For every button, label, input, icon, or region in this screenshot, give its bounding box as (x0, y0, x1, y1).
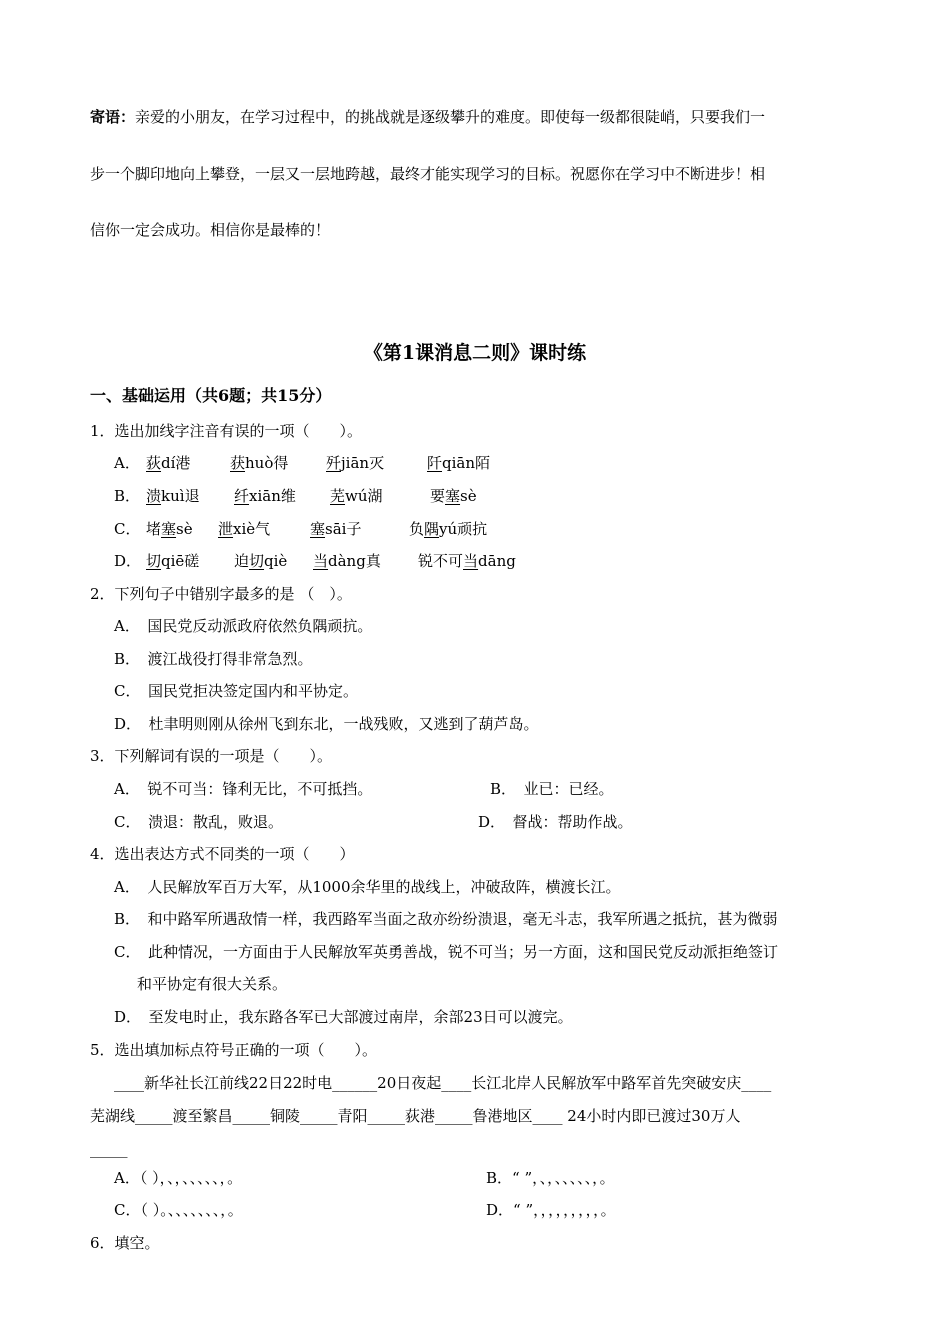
section-header: 一、基础运用（共6题；共15分） (90, 386, 332, 405)
q1-option-c-item-2: 泄xiè气 (218, 520, 271, 538)
q2-stem: 2．下列句子中错别字最多的是 （ ）。 (90, 585, 352, 603)
q1-option-d-label: D． (114, 552, 142, 570)
q1-option-d-item-1: 切qiē磋 (146, 552, 200, 570)
q3-option-d: D． 督战：帮助作战。 (478, 813, 633, 831)
q1-option-d-item-3: 当dàng真 (313, 552, 381, 570)
q1-option-c-label: C． (114, 520, 141, 538)
q5-passage-line-2: 芜湖线_____渡至繁昌_____铜陵_____青阳_____荻港_____鲁港地区____ 24小时内即已渡过30万人 (90, 1107, 741, 1125)
q5-passage-line-1: ____新华社长江前线22日22时电______20日夜起____长江北岸人民解放军中路军首先突破安庆____ (114, 1074, 772, 1092)
q1-option-a-item-3: 歼jiān灭 (326, 454, 385, 472)
q1-option-c-item-3: 塞sāi子 (310, 520, 362, 538)
q4-option-c-line-1: C． 此种情况，一方面由于人民解放军英勇善战，锐不可当；另一方面，这和国民党反动派拒绝签订 (114, 943, 778, 961)
q3-option-c: C． 溃退：散乱，败退。 (114, 813, 283, 831)
q3-option-b: B． 业已：已经。 (490, 780, 614, 798)
q1-option-d-item-2: 迫切qiè (234, 552, 288, 570)
intro-line-2: 步一个脚印地向上攀登，一层又一层地跨越，最终才能实现学习的目标。祝愿你在学习中不断进步！相 (90, 165, 766, 183)
q5-option-b: B．“ ”，、，、、、、、，。 (486, 1169, 615, 1187)
q1-option-b-label: B． (114, 487, 141, 505)
q3-stem: 3．下列解词有误的一项是（ ）。 (90, 747, 333, 765)
q5-passage-line-3: _____ (90, 1140, 128, 1158)
q2-option-a: A． 国民党反动派政府依然负隅顽抗。 (114, 617, 373, 635)
q1-option-b-item-2: 纤xiān维 (234, 487, 296, 505)
q2-option-b: B． 渡江战役打得非常急烈。 (114, 650, 313, 668)
q4-stem: 4．选出表达方式不同类的一项（ ） (90, 845, 355, 863)
q1-option-b-item-3: 芜wú湖 (330, 487, 383, 505)
q2-option-d: D． 杜聿明则刚从徐州飞到东北，一战残败，又逃到了葫芦岛。 (114, 715, 539, 733)
q1-option-c-item-1: 堵塞sè (146, 520, 193, 538)
q1-option-a-item-4: 阡qiān陌 (427, 454, 491, 472)
q1-option-b-item-4: 要塞sè (430, 487, 477, 505)
intro-line-1: 寄语：亲爱的小朋友，在学习过程中，的挑战就是逐级攀升的难度。即使每一级都很陡峭，只要我们一 (90, 108, 766, 126)
q5-stem: 5．选出填加标点符号正确的一项（ ）。 (90, 1041, 378, 1059)
q1-option-c-item-4: 负隅yú顽抗 (409, 520, 488, 538)
intro-label: 寄语： (90, 108, 136, 126)
q4-option-c-line-2: 和平协定有很大关系。 (137, 975, 288, 993)
intro-line-3: 信你一定会成功。相信你是最棒的！ (90, 221, 331, 239)
q1-option-a-item-1: 荻dí港 (146, 454, 191, 472)
q1-option-a-item-2: 获huò得 (230, 454, 289, 472)
q1-option-b-item-1: 溃kuì退 (146, 487, 200, 505)
page-title: 《第1课消息二则》课时练 (363, 342, 587, 364)
q2-option-c: C． 国民党拒决签定国内和平协定。 (114, 682, 358, 700)
q4-option-a: A． 人民解放军百万大军，从1000余华里的战线上，冲破敌阵，横渡长江。 (114, 878, 621, 896)
q3-option-a: A． 锐不可当：锋利无比，不可抵挡。 (114, 780, 373, 798)
q1-option-d-item-4: 锐不可当dāng (418, 552, 516, 570)
q5-option-d: D．“ ”，，，，，，，，，。 (486, 1201, 616, 1219)
q1-option-a-label: A． (114, 454, 140, 472)
q4-option-d: D． 至发电时止，我东路各军已大部渡过南岸，余部23日可以渡完。 (114, 1008, 573, 1026)
q6-stem: 6．填空。 (90, 1234, 160, 1252)
q4-option-b: B． 和中路军所遇敌情一样，我西路军当面之敌亦纷纷溃退，毫无斗志，我军所遇之抵抗，甚为微弱 (114, 910, 778, 928)
q5-option-c: C．（ ）。、、、、、、、，。 (114, 1201, 243, 1219)
q5-option-a: A．（ ），、，、、、、、，。 (114, 1169, 243, 1187)
q1-stem: 1．选出加线字注音有误的一项（ ）。 (90, 422, 363, 440)
